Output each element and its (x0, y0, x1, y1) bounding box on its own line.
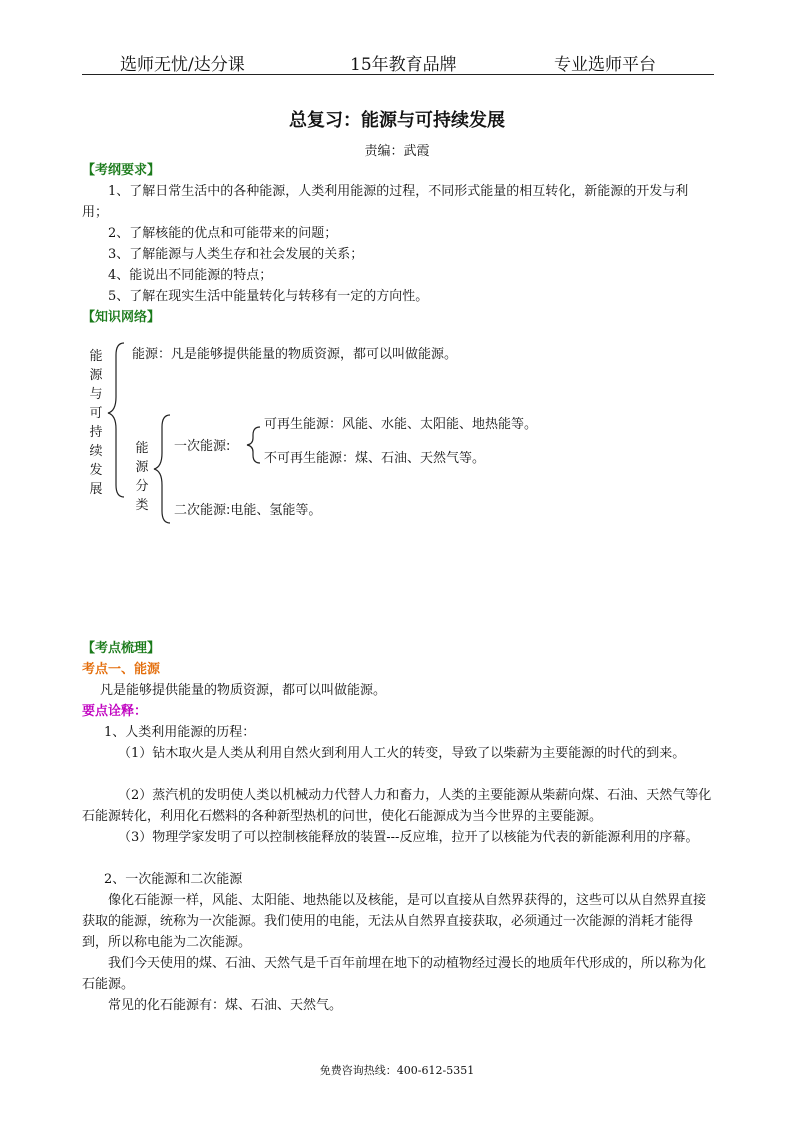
review-heading: 【考点梳理】 (82, 641, 161, 656)
outline-item: 4、能说出不同能源的特点； (108, 268, 273, 283)
primary-label: 一次能源: (174, 439, 231, 454)
page-footer: 免费咨询热线：400-612-5351 (319, 1064, 475, 1077)
key1-title: 1、人类利用能源的历程： (104, 725, 256, 740)
definition-label: 能源：凡是能够提供能量的物质资源，都可以叫做能源。 (132, 347, 458, 362)
key-heading: 要点诠释： (82, 704, 148, 719)
outline-item: 1、了解日常生活中的各种能源，人类利用能源的过程，不同形式能量的相互转化，新能源的开发与利用； (82, 184, 689, 220)
key2-para: 我们今天使用的煤、石油、天然气是千百年前埋在地下的动植物经过漫长的地质年代形成的，所以称为化石能源。 (82, 956, 707, 992)
root-text: 能 源 与 可 持 续 发 展 (89, 349, 103, 497)
nonrenewable-label: 不可再生能源：煤、石油、天然气等。 (264, 451, 486, 466)
key2-para: 像化石能源一样，风能、太阳能、地热能以及核能，是可以直接从自然界获得的，这些可以从自然界直接获取的能源，统称为一次能源。我们使用的电能，无法从自然界直接获取，必须通过一次能源的消耗才能得到，所以称电能为二次能源。 (82, 893, 707, 950)
header-right: 专业选师平台 (554, 55, 656, 75)
key1-item: （3）物理学家发明了可以控制核能释放的装置---反应堆，拉开了以核能为代表的新能源利用的序幕。 (118, 830, 699, 845)
page-header (82, 48, 714, 75)
outline-item: 5、了解在现实生活中能量转化与转移有一定的方向性。 (108, 289, 429, 304)
outline-item: 3、了解能源与人类生存和社会发展的关系； (108, 247, 364, 262)
editor-line: 责编：武霞 (364, 144, 430, 159)
classify-label (134, 439, 150, 515)
knowledge-network-diagram (82, 335, 602, 535)
key1-item: （1）钻木取火是人类从利用自然火到利用人工火的转变，导致了以柴薪为主要能源的时代的到来。 (118, 746, 686, 761)
secondary-label: 二次能源:电能、氢能等。 (174, 503, 322, 518)
root-label (88, 347, 104, 499)
outline-item: 2、了解核能的优点和可能带来的问题； (108, 226, 338, 241)
classify-text: 能 源 分 类 (135, 441, 149, 513)
key2-para: 常见的化石能源有：煤、石油、天然气。 (108, 998, 343, 1013)
point1-text: 凡是能够提供能量的物质资源，都可以叫做能源。 (100, 683, 387, 698)
header-center: 15年教育品牌 (350, 55, 457, 75)
network-heading: 【知识网络】 (82, 310, 161, 325)
header-left: 选师无忧/达分课 (120, 55, 245, 75)
point1-heading: 考点一、能源 (82, 662, 161, 677)
page-title: 总复习：能源与可持续发展 (289, 110, 505, 131)
renewable-label: 可再生能源：风能、水能、太阳能、地热能等。 (264, 417, 538, 432)
outline-heading: 【考纲要求】 (82, 163, 161, 178)
key1-item: （2）蒸汽机的发明使人类以机械动力代替人力和畜力，人类的主要能源从柴薪向煤、石油、天然气等化石能源转化，利用化石燃料的各种新型热机的问世，使化石能源成为当今世界的主要能源。 (82, 788, 712, 824)
brace-lines (82, 335, 602, 535)
key2-title: 2、一次能源和二次能源 (104, 872, 243, 887)
